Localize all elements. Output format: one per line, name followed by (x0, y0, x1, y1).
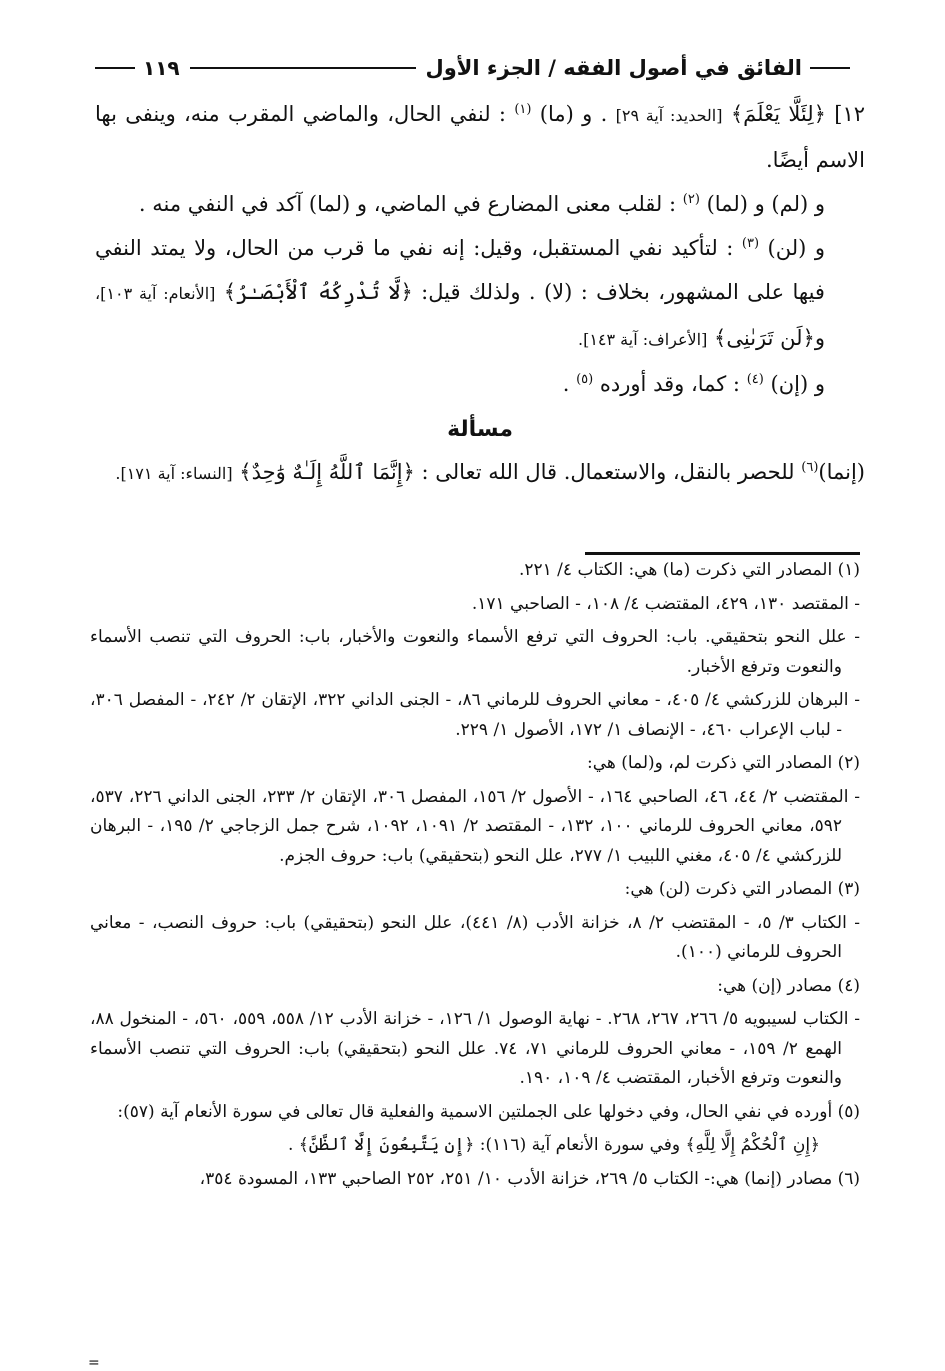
section-title: مسألة (447, 417, 513, 442)
footnote-line: (٤) مصادر (إن) هي: (717, 975, 860, 996)
footnote-line: ﴿إِنِ ٱلْحُكْمُ إِلَّا لِلَّهِ﴾ وفي سورة الأنعام آية (١١٦): ﴿إِن يَتَّبِعُونَ إِلَّا ٱلظَّنَّ﴾ . (288, 1135, 820, 1155)
quran-reference: [الحديد: آية ٢٩] (615, 106, 723, 125)
footnote-marker: (٢) (682, 192, 700, 207)
header-rule-middle (190, 67, 416, 69)
footnote-line: - الكتاب لسيبويه ٥/ ٢٦٦، ٢٦٧، ٢٦٨. - نهاية الوصول ١/ ١٢٦، - خزانة الأدب ١٢/ ٥٥٨، ٥٥٩، ٥٦٠، - المنخول ٨٨، الهمع ٢/ ١٥٩، - معاني الحروف للرماني ٧١، ٧٤. علل النحو (بتحقيقي) باب: الحروف التي تنصب الأسماء والنعوت وترفع الأخبار، المقتضب ٤/ ١٠٩، ١٩٠. (90, 1009, 861, 1088)
running-header (95, 50, 850, 86)
text-segment: و (814, 326, 825, 350)
quran-quote: ﴿لِئَلَّا يَعْلَمَ﴾ (730, 102, 826, 126)
text-segment: بها الاسم أيضًا. (95, 102, 865, 172)
paragraph-4 (95, 362, 865, 406)
footnote-line: (١) المصادر التي ذكرت (ما) هي: الكتاب ٤/ ٢٢١. (518, 560, 860, 580)
text-segment: : لتأكيد نفي المستقبل، وقيل: إنه نفي ما قرب من الحال، ولا يمتد النفي (95, 236, 734, 260)
footnote-line: - المقتصد ١٣٠، ٤٢٩، المقتضب ٤/ ١٠٨، - الصاحبي ١٧١. (471, 593, 860, 614)
text-segment: : لقلب معنى المضارع في الماضي، و (لما) آكد في النفي منه . (138, 192, 677, 216)
text-segment: : لنفي الحال، والماضي المقرب منه، وينفى (125, 102, 506, 126)
text-segment: : كما، وقد أورده (599, 372, 741, 396)
footnote-line: (٦) مصادر (إنما) هي:- الكتاب ٥/ ٢٦٩، خزانة الأدب ١٠/ ٢٥١، ٢٥٢ الصاحبي ١٣٣، المسودة ٣٥٤، (199, 1168, 860, 1189)
text-segment: فيها على المشهور، بخلاف : (لا) . ولذلك قيل: (421, 280, 825, 304)
footnotes (90, 556, 860, 1198)
footnote-line: (٢) المصادر التي ذكرت لم، و(لما) هي: (586, 753, 860, 773)
footnote-marker: (١) (514, 102, 532, 117)
header-rule-right (810, 67, 850, 69)
header-title: الفائق في أصول الفقه / الجزء الأول (425, 56, 802, 80)
footnote-line: (٣) المصادر التي ذكرت (لن) هي: (624, 879, 860, 899)
footnote-line: - علل النحو بتحقيقي. باب: الحروف التي ترفع الأسماء والنعوت والأخبار، باب: الحروف التي تنصب الأسماء والنعوت وترفع الأخبار. (90, 627, 860, 677)
quran-quote: ﴿إِنَّمَا ٱللَّهُ إِلَـٰهٌ وَٰحِدٌ﴾ (239, 460, 415, 484)
footnote-line: - المقتضب ٢/ ٤٤، ٤٦، الصاحبي ١٦٤، - الأصول ٢/ ١٥٦، المفصل ٣٠٦، الإتقان ٢/ ٢٣٣، الجنى الداني ٢٢٦، ٥٣٧، ٥٩٢، معاني الحروف للرماني ١٠٠، ١٣٢، - المقتصد ٢/ ١٠٩١، ١٠٩٢، شرح جمل الزجاجي ٢/ ١٩٥، - البرهان للزركشي ٤/ ٤٠٥، مغني اللبيب ١/ ٢٧٧، علل النحو (بتحقيقي) باب: حروف الجزم. (90, 786, 861, 866)
quran-reference: [النساء: آية ١٧١]. (115, 464, 233, 483)
footnote-marker: (٥) (576, 372, 594, 387)
text-segment: (إنما) (818, 460, 865, 484)
text-segment: و (لن) (767, 236, 825, 260)
paragraph-3 (95, 226, 865, 362)
footnote-line: - الكتاب ٣/ ٥، - المقتضب ٢/ ٨، خزانة الأدب (٨/ ٤٤١)، علل النحو (بتحقيقي) باب: حروف النصب، - معاني الحروف للرماني (١٠٠). (90, 912, 861, 962)
paragraph-1 (95, 92, 865, 182)
text-segment: و (لم) و (لما) (706, 192, 825, 216)
verse-continuation: ١٢] (834, 102, 866, 126)
header-rule-left (95, 67, 135, 69)
text-segment: للحصر بالنقل، والاستعمال. قال الله تعالى : (421, 460, 795, 484)
continuation-mark: = (88, 1355, 100, 1371)
text-segment: . (562, 372, 570, 396)
paragraph-5 (95, 450, 865, 496)
text-segment: و (إن) (770, 372, 825, 396)
footnote-marker: (٣) (741, 236, 760, 251)
main-text (95, 92, 865, 496)
footnote-marker: (٤) (746, 372, 764, 387)
page-number: ١١٩ (143, 56, 180, 80)
footnote-separator (585, 552, 860, 555)
footnote-marker: (٦) (801, 460, 819, 475)
paragraph-2 (95, 182, 865, 226)
quran-quote: ﴿لَن تَرَىٰنِى﴾ (714, 326, 815, 350)
footnote-line: - البرهان للزركشي ٤/ ٤٠٥، - معاني الحروف للرماني ٨٦، - الجنى الداني ٣٢٢، الإتقان ٢/ ٢٤٢، - المفصل ٣٠٦، - لباب الإعراب ٤٦٠، - الإنصاف ١/ ١٧٢، الأصول ١/ ٢٢٩. (90, 690, 860, 740)
quran-reference: [الأعراف: آية ١٤٣]. (577, 330, 708, 349)
footnote-line: (٥) أورده في نفي الحال، وفي دخولها على الجملتين الاسمية والفعلية قال تعالى في سورة الأنعام آية (٥٧): (117, 1101, 860, 1122)
quran-reference: [الأنعام: آية ١٠٣]، (95, 284, 216, 303)
text-segment: . و (ما) (539, 102, 608, 126)
quran-quote: ﴿لَّا تُدْرِكُهُ ٱلْأَبْصَـٰرُ﴾ (223, 280, 413, 304)
